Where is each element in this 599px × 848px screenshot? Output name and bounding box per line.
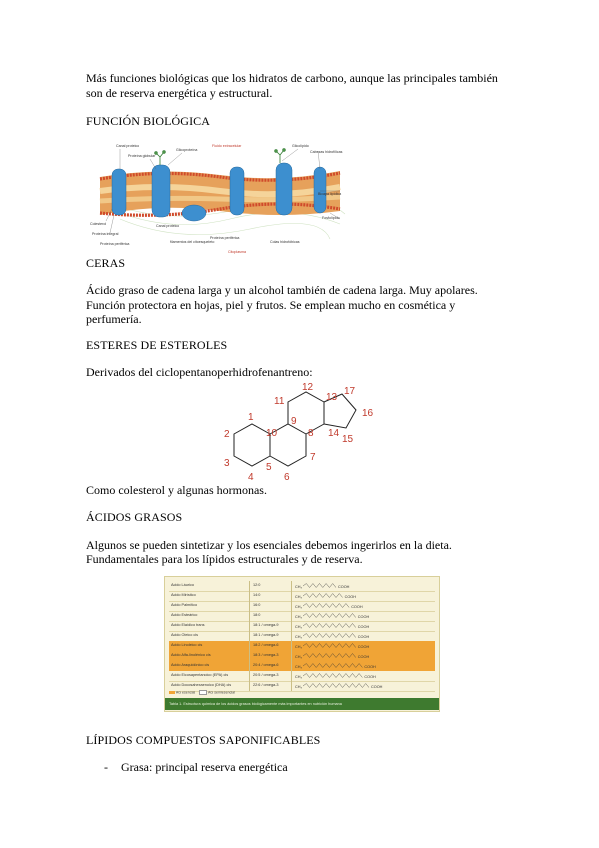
ch3-label: CH₃ xyxy=(295,685,303,689)
table-caption: Tabla 1. Estructura química de los ácidos grasos biológicamente más importantes en nutrición humana xyxy=(165,698,439,710)
carbon-chain xyxy=(303,594,343,598)
ch3-label: CH₃ xyxy=(295,655,303,659)
label-cabezas-hidrofilicas: Cabezas hidrofílicas xyxy=(310,150,343,154)
num-5: 5 xyxy=(266,462,272,473)
carbon-chain xyxy=(303,674,362,678)
fatty-acid-code: 22:6 / omega-3 xyxy=(253,683,279,687)
carbon-chain xyxy=(303,584,336,588)
fatty-acid-name: Ácido Linoleico cis xyxy=(171,643,203,647)
label-bicapa: Bicapa lipídica xyxy=(318,192,342,196)
fatty-acid-row xyxy=(169,651,435,661)
acidos-line-1: Algunos se pueden sintetizar y los esenciales debemos ingerirlos en la dieta. xyxy=(86,538,452,552)
num-11: 11 xyxy=(274,396,285,407)
cooh-label: COOH xyxy=(357,655,370,659)
label-colesterol: Colesterol xyxy=(90,222,107,226)
label-citoplasma: Citoplasma xyxy=(228,250,246,254)
num-4: 4 xyxy=(248,472,254,483)
fatty-acid-row xyxy=(169,641,435,651)
fatty-acid-code: 16:0 xyxy=(253,603,261,607)
num-13: 13 xyxy=(326,392,338,403)
legend-semi-swatch xyxy=(199,690,207,695)
num-1: 1 xyxy=(248,412,254,423)
esteres-after: Como colesterol y algunas hormonas. xyxy=(86,483,267,497)
ceras-line-3: perfumería. xyxy=(86,312,142,326)
fatty-acid-name: Ácido Láurico xyxy=(171,583,195,587)
fatty-acid-chain xyxy=(293,581,433,591)
fatty-acid-code: 20:5 / omega-3 xyxy=(253,673,279,677)
carbon-chain xyxy=(303,684,369,688)
num-15: 15 xyxy=(342,434,354,445)
cooh-label: COOH xyxy=(338,585,350,589)
table-legend xyxy=(169,690,235,695)
cooh-label: COOH xyxy=(357,625,370,629)
num-12: 12 xyxy=(302,382,314,393)
ch3-label: CH₃ xyxy=(295,585,303,589)
bullet-dash: - xyxy=(104,760,108,774)
fatty-acid-chain xyxy=(293,661,433,671)
steroid-nucleus-structure xyxy=(218,380,380,486)
num-17: 17 xyxy=(344,386,356,397)
fatty-acid-name: Ácido Mirístico xyxy=(171,593,196,597)
carbon-chain xyxy=(303,614,356,618)
fatty-acid-code: 18:0 xyxy=(253,613,261,617)
heading-esteres-de-esteroles: ESTERES DE ESTEROLES xyxy=(86,338,228,352)
cooh-label: COOH xyxy=(357,615,370,619)
label-colas-hidrofobicas: Colas hidrofóbicas xyxy=(270,240,300,244)
heading-ceras: CERAS xyxy=(86,256,126,270)
fatty-acid-chain xyxy=(293,641,433,651)
label-proteina-integral: Proteína integral xyxy=(92,232,119,236)
fatty-acid-name: Ácido Esteárico xyxy=(171,613,198,617)
ch3-label: CH₃ xyxy=(295,615,303,619)
ch3-label: CH₃ xyxy=(295,645,303,649)
legend-essential-swatch xyxy=(169,691,175,694)
label-fosfolipido: Fosfolípido xyxy=(322,216,340,220)
label-glicolipido: Glicolípido xyxy=(292,144,309,148)
num-2: 2 xyxy=(224,429,230,440)
ch3-label: CH₃ xyxy=(295,675,303,679)
fatty-acid-chain xyxy=(293,591,433,601)
num-3: 3 xyxy=(224,458,230,469)
cell-membrane-figure xyxy=(90,139,352,260)
fatty-acid-table xyxy=(164,576,440,712)
legend-semi: AG semiesencial xyxy=(208,690,235,695)
carbon-chain xyxy=(303,664,362,668)
heading-acidos-grasos: ÁCIDOS GRASOS xyxy=(86,510,183,524)
fatty-acid-chain xyxy=(293,671,433,681)
fatty-acid-code: 18:3 / omega-3 xyxy=(253,653,279,657)
carbon-chain xyxy=(303,624,356,628)
num-7: 7 xyxy=(310,452,316,463)
esteres-intro: Derivados del ciclopentanoperhidrofenantreno: xyxy=(86,365,313,379)
num-16: 16 xyxy=(362,408,374,419)
heading-funcion-biologica: FUNCIÓN BIOLÓGICA xyxy=(86,114,211,128)
num-10: 10 xyxy=(266,428,278,439)
fatty-acid-code: 20:4 / omega-6 xyxy=(253,663,279,667)
ceras-line-2: Función protectora en hojas, piel y frutos. Se emplean mucho en cosmética y xyxy=(86,298,456,312)
cooh-label: COOH xyxy=(364,665,376,669)
fatty-acid-name: Ácido Alfa-linolénico cis xyxy=(171,653,211,657)
ch3-label: CH₃ xyxy=(295,595,303,599)
cooh-label: COOH xyxy=(371,685,383,689)
ch3-label: CH₃ xyxy=(295,665,303,669)
label-glicoproteina: Glicoproteína xyxy=(176,148,198,152)
carbon-chain xyxy=(303,634,356,638)
fatty-acid-chain xyxy=(293,651,433,661)
fatty-acid-row xyxy=(169,661,435,671)
fatty-acid-name: Ácido Elaídico trans xyxy=(171,623,205,627)
fatty-acid-chain xyxy=(293,611,433,621)
intro-line-2: son de reserva energética y estructural. xyxy=(86,86,273,100)
cooh-label: COOH xyxy=(351,605,363,609)
fatty-acid-name: Ácido Eicosapentanoico (EPA) cis xyxy=(171,673,229,677)
label-filamentos: filamentos del citoesqueleto xyxy=(170,240,215,244)
acidos-line-2: Fundamentales para los lípidos estructurales y de reserva. xyxy=(86,552,363,566)
num-9: 9 xyxy=(291,416,297,427)
intro-line-1: Más funciones biológicas que los hidratos de carbono, aunque las principales también xyxy=(86,71,498,85)
fatty-acid-name: Ácido Oleico cis xyxy=(171,633,199,637)
carbon-chain xyxy=(303,654,356,658)
label-proteina-periferica: Proteína periférica xyxy=(100,242,130,246)
label-canal: Canal proteico xyxy=(156,224,180,228)
lipid-bilayer xyxy=(100,171,340,215)
label-canal-proteico: Canal proteico xyxy=(116,144,140,148)
carbon-chain xyxy=(303,604,349,608)
fatty-acid-code: 18:2 / omega-6 xyxy=(253,643,279,647)
label-proteina-periferica-2: Proteína periférica xyxy=(210,236,240,240)
fatty-acid-code: 18:1 / omega-9 xyxy=(253,633,279,637)
ch3-label: CH₃ xyxy=(295,605,303,609)
ch3-label: CH₃ xyxy=(295,625,303,629)
num-8: 8 xyxy=(308,428,314,439)
num-14: 14 xyxy=(328,428,340,439)
steroid-numbers xyxy=(224,382,374,483)
cooh-label: COOH xyxy=(344,595,357,599)
fatty-acid-name: Ácido Palmítico xyxy=(171,603,198,607)
fatty-acid-chain xyxy=(293,601,433,611)
num-6: 6 xyxy=(284,472,290,483)
cooh-label: COOH xyxy=(357,635,370,639)
ch3-label: CH₃ xyxy=(295,635,303,639)
fatty-acid-code: 14:0 xyxy=(253,593,261,597)
fatty-acid-name: Ácido Araquidónico cis xyxy=(171,663,210,667)
bullet-grasa: Grasa: principal reserva energética xyxy=(121,760,288,774)
fatty-acid-chain xyxy=(293,621,433,631)
cooh-label: COOH xyxy=(364,675,376,679)
cooh-label: COOH xyxy=(357,645,370,649)
label-proteina-globular: Proteína globular xyxy=(128,154,156,158)
ceras-line-1: Ácido graso de cadena larga y un alcohol también de cadena larga. Muy apolares. xyxy=(86,283,478,297)
label-fluido-extracelular: Fluido extracelular xyxy=(212,144,242,148)
fatty-acid-code: 18:1 / omega-9 xyxy=(253,623,279,627)
heading-lipidos-compuestos: LÍPIDOS COMPUESTOS SAPONIFICABLES xyxy=(86,733,321,747)
fatty-acid-code: 12:0 xyxy=(253,583,261,587)
fatty-acid-chain xyxy=(293,681,433,691)
fatty-acid-name: Ácido Docosahexaenoico (DHA) cis xyxy=(171,683,232,687)
legend-essential: AG esencial xyxy=(175,690,196,695)
carbon-chain xyxy=(303,644,356,648)
fatty-acid-chain xyxy=(293,631,433,641)
